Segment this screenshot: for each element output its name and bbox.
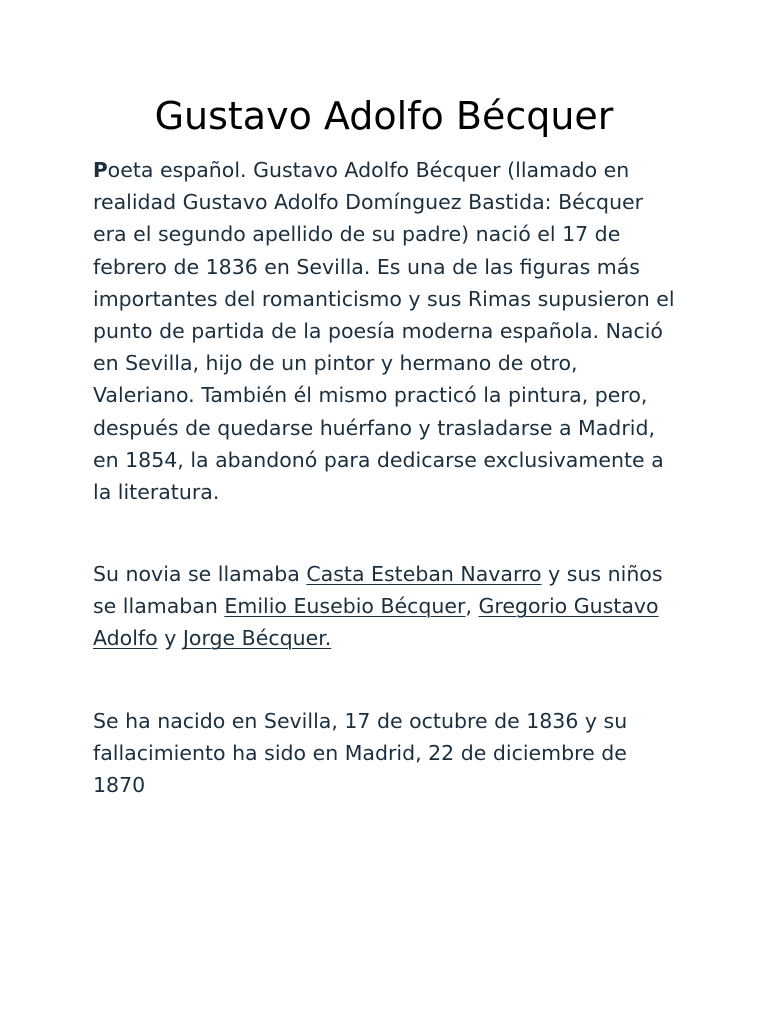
- family-separator-y: y: [157, 626, 183, 651]
- drop-cap-letter: P: [93, 158, 108, 182]
- document-title: Gustavo Adolfo Bécquer: [154, 94, 614, 138]
- link-gregorio-gustavo-adolfo[interactable]: Gregorio Gustavo Adolfo: [93, 594, 659, 651]
- link-casta-esteban-navarro[interactable]: Casta Esteban Navarro: [306, 562, 542, 586]
- family-paragraph: [93, 558, 683, 655]
- link-emilio-eusebio-becquer[interactable]: Emilio Eusebio Bécquer: [224, 594, 466, 619]
- biography-paragraph: [93, 154, 683, 508]
- biography-text: oeta español. Gustavo Adolfo Bécquer (llamado en realidad Gustavo Adolfo Domínguez Bastida: Bécquer era el segundo apellido de su padre) nació el 17 de febrero de 1836 en Sevilla. Es una de las figuras más importantes del romanticismo y sus Rimas supusieron el punto de partida de la poesía moderna española. Nació en Sevilla, hijo de un pintor y hermano de otro, Valeriano. También él mismo practicó la pintura, pero, después de quedarse huérfano y trasladarse a Madrid, en 1854, la abandonó para dedicarse exclusivamente a la literatura.: [93, 158, 675, 505]
- family-text-before: Su novia se llamaba: [93, 562, 307, 586]
- family-separator-comma: ,: [465, 594, 479, 619]
- link-jorge-becquer[interactable]: Jorge Bécquer.: [182, 626, 332, 651]
- birth-death-paragraph: Se ha nacido en Sevilla, 17 de octubre de 1836 y su fallacimiento ha sido en Madrid, 22 de diciembre de 1870: [93, 709, 628, 798]
- family-text-middle: y sus niños se llamaban: [93, 562, 663, 619]
